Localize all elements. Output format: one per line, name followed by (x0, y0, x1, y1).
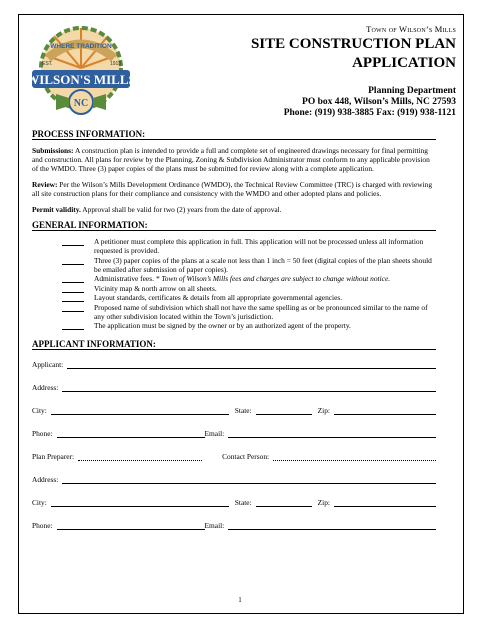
check-blank[interactable] (62, 321, 84, 330)
city-label: City: (32, 406, 47, 415)
address-field-2[interactable] (62, 475, 436, 484)
validity-label: Permit validity. (32, 205, 81, 214)
check-blank[interactable] (62, 293, 84, 302)
town-name: Town of Wilson’s Mills (366, 24, 456, 34)
review-text: Per the Wilson’s Mills Development Ordinance (WMDO), the Technical Review Committee (TRC) is charged with reviewing all site construction plans for their compliance and consistency with the WMDO and other adopted plans and policies. (32, 180, 433, 198)
phone-label-2: Phone: (32, 521, 53, 530)
applicant-label: Applicant: (32, 360, 64, 369)
department: Planning Department (368, 86, 456, 96)
logo-badge: NC (73, 98, 89, 109)
address-label: Address: (32, 383, 59, 392)
logo-main-text: WILSON'S MILLS (26, 72, 136, 87)
logo-top-text: WHERE TRADITION (50, 43, 112, 50)
checklist-item (62, 237, 436, 255)
review-paragraph (32, 180, 436, 198)
fees-label: Administrative fees. (94, 274, 156, 283)
checklist-item (62, 274, 436, 283)
contact-field[interactable] (273, 452, 436, 461)
review-label: Review: (32, 180, 58, 189)
logo-est-right: 1913 (110, 61, 122, 67)
mailing-address: PO box 448, Wilson’s Mills, NC 27593 (302, 97, 456, 107)
checklist-item (62, 303, 436, 321)
zip-field[interactable] (334, 406, 436, 415)
page-number: 1 (238, 596, 242, 604)
checklist-item (62, 284, 436, 293)
check-blank[interactable] (62, 303, 84, 312)
checklist-text: Three (3) paper copies of the plans at a scale not less than 1 inch = 50 feet (digital copies of the plan sheets should be emailed after submission of paper copies). (94, 255, 432, 274)
address-label-2: Address: (32, 475, 59, 484)
email-label-2: Email: (204, 521, 225, 530)
logo-est-left: EST. (42, 61, 53, 67)
state-label: State: (234, 406, 252, 415)
checklist-item (62, 293, 436, 302)
city-label-2: City: (32, 498, 47, 507)
town-logo (26, 24, 136, 124)
preparer-field[interactable] (78, 452, 202, 461)
state-label-2: State: (234, 498, 252, 507)
validity-text: Approval shall be valid for two (2) years from the date of approval. (80, 205, 282, 214)
applicant-row (32, 358, 436, 369)
doc-title-line2: APPLICATION (352, 55, 456, 71)
doc-title-line1: SITE CONSTRUCTION PLAN (250, 36, 456, 52)
submissions-label: Submissions: (32, 146, 74, 155)
preparer-contact-row (32, 450, 436, 461)
checklist-text: A petitioner must complete this application in full. This application will not be processed unless all information requested is provided. (94, 237, 424, 255)
preparer-label: Plan Preparer: (32, 452, 75, 461)
phone-label: Phone: (32, 429, 53, 438)
fees-note: * Town of Wilson’s Mills fees and charges are subject to change without notice. (155, 274, 391, 283)
email-field-2[interactable] (228, 521, 436, 530)
checklist-text: Vicinity map & north arrow on all sheets. (94, 283, 217, 293)
phone-field-2[interactable] (57, 521, 205, 530)
city-field[interactable] (51, 406, 229, 415)
checklist-text (94, 274, 436, 283)
header-block (196, 24, 456, 119)
document-body (32, 130, 436, 530)
applicant-field[interactable] (67, 360, 436, 369)
submissions-text: A construction plan is intended to provide a full and complete set of engineered drawings necessary for final permitting and construction. All plans for review by the Planning, Zoning & Subdivision Administrator must conform to any applicable provision of the WMDO. Three (3) paper copies of the plans must be submitted for review along with a complete application. (32, 146, 430, 173)
checklist-text: The application must be signed by the owner or by an authorized agent of the property. (94, 321, 351, 330)
email-label: Email: (204, 429, 225, 438)
address-row (32, 381, 436, 392)
submissions-paragraph (32, 146, 436, 173)
state-field[interactable] (256, 406, 312, 415)
phone-email-row (32, 427, 436, 438)
check-blank[interactable] (62, 284, 84, 293)
email-field[interactable] (228, 429, 436, 438)
check-blank[interactable] (62, 237, 84, 246)
check-blank[interactable] (62, 274, 84, 283)
requirements-checklist (62, 237, 436, 330)
process-heading: PROCESS INFORMATION: (32, 130, 436, 140)
city-state-zip-row-2 (32, 496, 436, 507)
city-field-2[interactable] (51, 498, 229, 507)
contact-label: Contact Person: (222, 452, 270, 461)
validity-paragraph (32, 205, 436, 214)
phone-fax: Phone: (919) 938-3885 Fax: (919) 938-1121 (283, 108, 456, 118)
checklist-item (62, 256, 436, 274)
zip-label-2: Zip: (317, 498, 330, 507)
applicant-heading: APPLICANT INFORMATION: (32, 340, 436, 350)
address-field[interactable] (62, 383, 436, 392)
checklist-text: Proposed name of subdivision which shall not have the same spelling as or be pronounced similar to the name of any other subdivision located within the Town’s jurisdiction. (94, 302, 428, 321)
phone-email-row-2 (32, 519, 436, 530)
address-row-2 (32, 473, 436, 484)
checklist-text: Layout standards, certificates & details from all appropriate governmental agencies. (94, 293, 343, 302)
phone-field[interactable] (57, 429, 205, 438)
city-state-zip-row (32, 404, 436, 415)
checklist-item (62, 321, 436, 330)
zip-field-2[interactable] (334, 498, 436, 507)
zip-label: Zip: (317, 406, 330, 415)
state-field-2[interactable] (256, 498, 312, 507)
check-blank[interactable] (62, 256, 84, 265)
general-heading: GENERAL INFORMATION: (32, 221, 436, 231)
